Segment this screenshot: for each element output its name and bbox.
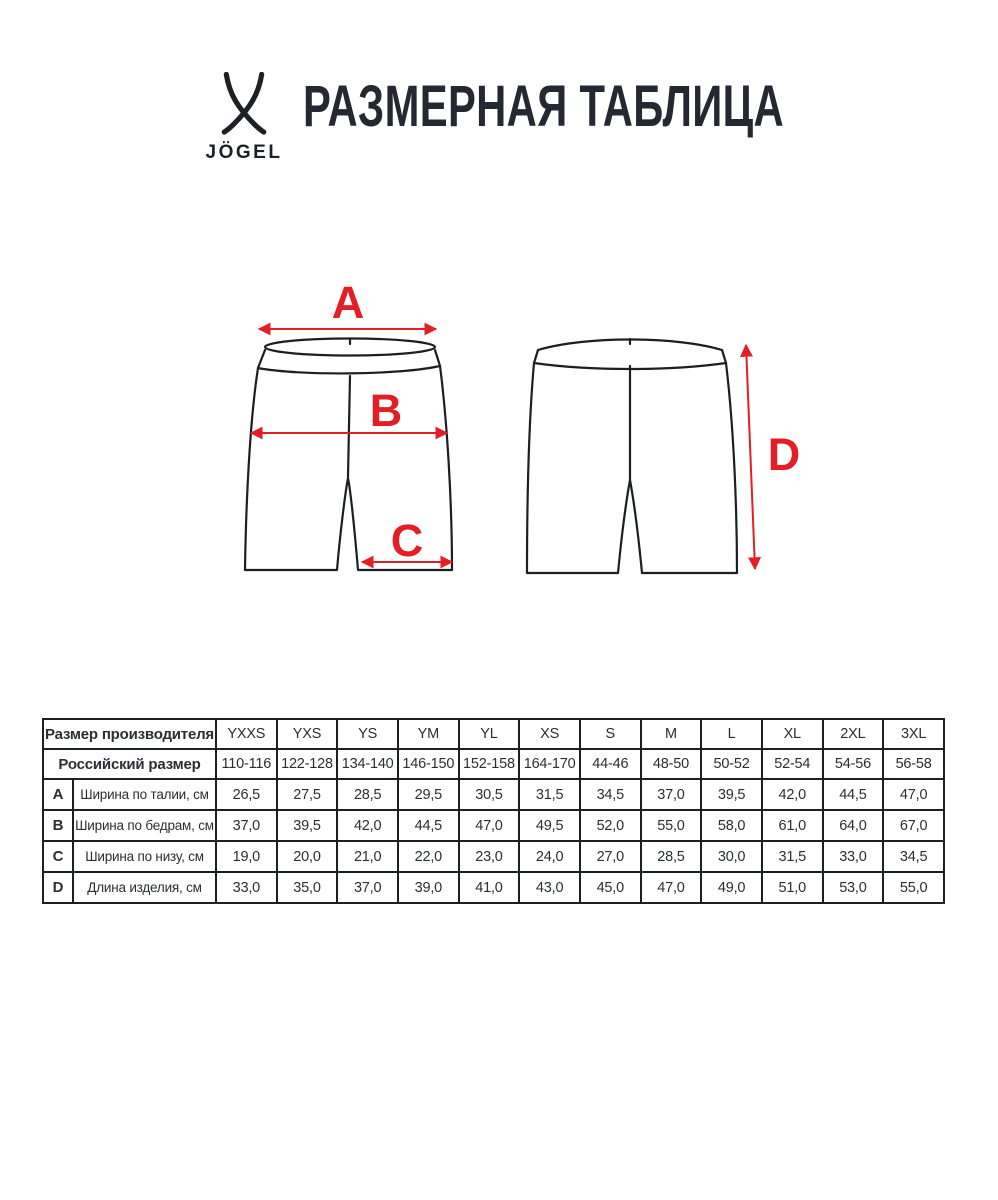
page-title: РАЗМЕРНАЯ ТАБЛИЦА [303, 74, 785, 139]
measure-value: 20,0 [277, 841, 338, 872]
measure-value: 26,5 [216, 779, 277, 810]
measure-row-c [43, 841, 944, 872]
size-col-header: YS [337, 719, 398, 749]
measure-value: 43,0 [519, 872, 580, 903]
measure-value: 47,0 [459, 810, 520, 841]
size-range-cell: 146-150 [398, 749, 459, 779]
measure-value: 37,0 [337, 872, 398, 903]
measure-value: 30,5 [459, 779, 520, 810]
measure-value: 31,5 [519, 779, 580, 810]
measure-value: 24,0 [519, 841, 580, 872]
measure-value: 44,5 [823, 779, 884, 810]
measure-value: 27,0 [580, 841, 641, 872]
measure-value: 27,5 [277, 779, 338, 810]
dim-label-d: D [767, 429, 801, 480]
measure-value: 52,0 [580, 810, 641, 841]
size-col-header: XL [762, 719, 823, 749]
size-range-cell: 152-158 [459, 749, 520, 779]
measure-value: 34,5 [580, 779, 641, 810]
front-measurement-arrows [251, 280, 452, 566]
measure-value: 19,0 [216, 841, 277, 872]
measure-value: 53,0 [823, 872, 884, 903]
russian-size-row [43, 749, 944, 779]
measure-value: 39,5 [277, 810, 338, 841]
measure-value: 42,0 [337, 810, 398, 841]
measure-value: 45,0 [580, 872, 641, 903]
measure-value: 47,0 [641, 872, 702, 903]
measure-value: 37,0 [641, 779, 702, 810]
row-header: Размер производителя [43, 719, 216, 749]
arrow-d [746, 345, 755, 569]
measure-value: 41,0 [459, 872, 520, 903]
brand-logo [200, 72, 288, 164]
measure-row-d [43, 872, 944, 903]
measure-value: 22,0 [398, 841, 459, 872]
brand-name: JÖGEL [205, 142, 283, 163]
measure-value: 67,0 [883, 810, 944, 841]
measure-row-b [43, 810, 944, 841]
measure-value: 39,5 [701, 779, 762, 810]
measure-value: 49,5 [519, 810, 580, 841]
jogel-bird-icon [218, 72, 270, 136]
measure-value: 33,0 [216, 872, 277, 903]
measure-value: 29,5 [398, 779, 459, 810]
measure-value: 37,0 [216, 810, 277, 841]
back-measurement-arrows [746, 345, 800, 569]
size-col-header: YM [398, 719, 459, 749]
measure-value: 23,0 [459, 841, 520, 872]
measure-value: 47,0 [883, 779, 944, 810]
size-range-cell: 48-50 [641, 749, 702, 779]
size-col-header: YXXS [216, 719, 277, 749]
measure-value: 51,0 [762, 872, 823, 903]
measure-value: 44,5 [398, 810, 459, 841]
dim-label-c: C [390, 515, 424, 566]
size-col-header: 3XL [883, 719, 944, 749]
measure-value: 28,5 [337, 779, 398, 810]
measure-letter: C [43, 841, 73, 872]
measure-value: 33,0 [823, 841, 884, 872]
dim-label-b: B [369, 385, 403, 436]
measure-label: Ширина по талии, см [73, 779, 216, 810]
measure-label: Ширина по бедрам, см [73, 810, 216, 841]
manufacturer-size-row [43, 719, 944, 749]
measure-value: 64,0 [823, 810, 884, 841]
measure-value: 55,0 [883, 872, 944, 903]
measure-label: Ширина по низу, см [73, 841, 216, 872]
dim-label-a: A [331, 280, 365, 328]
size-col-header: XS [519, 719, 580, 749]
shorts-back-outline [527, 339, 737, 573]
size-col-header: YXS [277, 719, 338, 749]
measure-value: 21,0 [337, 841, 398, 872]
size-col-header: YL [459, 719, 520, 749]
measure-value: 39,0 [398, 872, 459, 903]
shorts-front-diagram [240, 280, 460, 580]
size-col-header: S [580, 719, 641, 749]
size-col-header: 2XL [823, 719, 884, 749]
shorts-back-diagram [520, 330, 810, 580]
measure-value: 28,5 [641, 841, 702, 872]
size-col-header: M [641, 719, 702, 749]
measure-value: 58,0 [701, 810, 762, 841]
measure-value: 61,0 [762, 810, 823, 841]
measure-value: 34,5 [883, 841, 944, 872]
measure-value: 55,0 [641, 810, 702, 841]
measure-value: 35,0 [277, 872, 338, 903]
size-col-header: L [701, 719, 762, 749]
measure-row-a [43, 779, 944, 810]
size-range-cell: 54-56 [823, 749, 884, 779]
measure-value: 31,5 [762, 841, 823, 872]
size-range-cell: 134-140 [337, 749, 398, 779]
measure-letter: A [43, 779, 73, 810]
size-range-cell: 164-170 [519, 749, 580, 779]
size-range-cell: 52-54 [762, 749, 823, 779]
measure-value: 49,0 [701, 872, 762, 903]
size-range-cell: 110-116 [216, 749, 277, 779]
size-table [42, 718, 945, 904]
measure-letter: D [43, 872, 73, 903]
size-range-cell: 44-46 [580, 749, 641, 779]
size-range-cell: 50-52 [701, 749, 762, 779]
size-range-cell: 56-58 [883, 749, 944, 779]
measure-label: Длина изделия, см [73, 872, 216, 903]
measure-value: 42,0 [762, 779, 823, 810]
measure-letter: B [43, 810, 73, 841]
measure-value: 30,0 [701, 841, 762, 872]
row-header: Российский размер [43, 749, 216, 779]
size-range-cell: 122-128 [277, 749, 338, 779]
